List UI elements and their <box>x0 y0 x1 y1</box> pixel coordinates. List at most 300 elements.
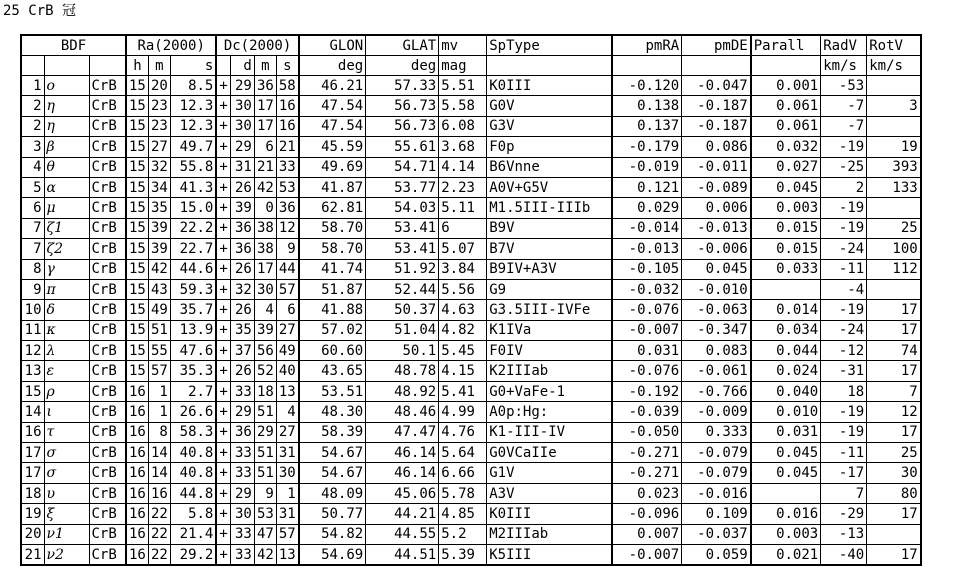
cell-num: 9 <box>21 279 44 299</box>
cell-rotv: 3 <box>867 96 921 116</box>
cell-radv: -29 <box>821 504 867 524</box>
cell-parall: 0.040 <box>751 381 821 401</box>
cell-dc-sign: + <box>216 198 230 218</box>
cell-parall: 0.003 <box>751 198 821 218</box>
cell-ra-m: 35 <box>148 198 170 218</box>
cell-parall: 0.016 <box>751 504 821 524</box>
cell-num: 14 <box>21 402 44 422</box>
cell-pmra: -0.076 <box>612 300 682 320</box>
cell-ra-h: 15 <box>126 198 148 218</box>
cell-glat: 53.41 <box>366 239 439 259</box>
cell-const: CrB <box>89 463 126 483</box>
cell-dc-d: 33 <box>230 443 254 463</box>
cell-ra-m: 20 <box>148 76 170 96</box>
cell-dc-s: 9 <box>276 239 298 259</box>
cell-parall: 0.045 <box>751 443 821 463</box>
cell-glon: 41.74 <box>299 259 366 279</box>
cell-dc-d: 33 <box>230 524 254 544</box>
units-blank <box>89 56 126 76</box>
cell-glon: 62.81 <box>299 198 366 218</box>
cell-ra-h: 16 <box>126 422 148 442</box>
cell-parall: 0.061 <box>751 96 821 116</box>
cell-ra-m: 14 <box>148 463 170 483</box>
cell-parall <box>751 483 821 503</box>
cell-pmde: -0.013 <box>682 218 751 238</box>
cell-mv: 5.64 <box>439 443 487 463</box>
unit-ds: s <box>276 56 298 76</box>
cell-pmde: -0.766 <box>682 381 751 401</box>
cell-dc-s: 27 <box>276 320 298 340</box>
cell-radv: -19 <box>821 137 867 157</box>
cell-num: 10 <box>21 300 44 320</box>
cell-glat: 54.03 <box>366 198 439 218</box>
header-pmra: pmRA <box>612 35 682 56</box>
cell-glat: 44.55 <box>366 524 439 544</box>
table-row <box>21 544 921 565</box>
cell-pmra: 0.007 <box>612 524 682 544</box>
cell-glon: 48.09 <box>299 483 366 503</box>
cell-ra-h: 16 <box>126 463 148 483</box>
cell-radv: -13 <box>821 524 867 544</box>
cell-dc-s: 1 <box>276 483 298 503</box>
cell-ra-h: 16 <box>126 483 148 503</box>
cell-parall: 0.032 <box>751 137 821 157</box>
cell-pmde: -0.010 <box>682 279 751 299</box>
units-row <box>21 56 921 76</box>
cell-parall: 0.033 <box>751 259 821 279</box>
cell-rotv: 17 <box>867 361 921 381</box>
cell-sptype: K2IIIab <box>487 361 612 381</box>
cell-greek: α <box>44 177 89 197</box>
cell-parall: 0.045 <box>751 177 821 197</box>
cell-dc-sign: + <box>216 96 230 116</box>
cell-ra-s: 21.4 <box>170 524 216 544</box>
cell-const: CrB <box>89 504 126 524</box>
cell-pmde: -0.187 <box>682 116 751 136</box>
cell-parall: 0.027 <box>751 157 821 177</box>
page-title: 25 CrB 冠 <box>3 3 77 19</box>
cell-dc-d: 30 <box>230 116 254 136</box>
cell-ra-m: 39 <box>148 218 170 238</box>
cell-num: 2 <box>21 96 44 116</box>
cell-dc-d: 35 <box>230 320 254 340</box>
cell-const: CrB <box>89 381 126 401</box>
cell-dc-m: 52 <box>254 361 276 381</box>
cell-dc-sign: + <box>216 524 230 544</box>
cell-glon: 45.59 <box>299 137 366 157</box>
cell-ra-m: 57 <box>148 361 170 381</box>
cell-glon: 48.30 <box>299 402 366 422</box>
cell-dc-m: 17 <box>254 116 276 136</box>
cell-sptype: K0III <box>487 504 612 524</box>
cell-ra-s: 12.3 <box>170 116 216 136</box>
cell-pmde: -0.063 <box>682 300 751 320</box>
cell-glat: 51.92 <box>366 259 439 279</box>
cell-pmra: -0.019 <box>612 157 682 177</box>
cell-dc-m: 42 <box>254 544 276 565</box>
cell-dc-s: 57 <box>276 524 298 544</box>
cell-dc-m: 17 <box>254 259 276 279</box>
cell-dc-d: 36 <box>230 239 254 259</box>
cell-radv: -7 <box>821 116 867 136</box>
cell-rotv: 100 <box>867 239 921 259</box>
cell-ra-s: 8.5 <box>170 76 216 96</box>
units-blank <box>612 56 682 76</box>
cell-glat: 53.41 <box>366 218 439 238</box>
cell-dc-s: 49 <box>276 341 298 361</box>
cell-mv: 5.45 <box>439 341 487 361</box>
cell-parall: 0.034 <box>751 320 821 340</box>
cell-dc-s: 13 <box>276 544 298 565</box>
cell-greek: ξ <box>44 504 89 524</box>
table-row <box>21 320 921 340</box>
cell-parall: 0.045 <box>751 463 821 483</box>
cell-parall: 0.021 <box>751 544 821 565</box>
cell-mv: 5.07 <box>439 239 487 259</box>
cell-num: 16 <box>21 422 44 442</box>
cell-num: 19 <box>21 504 44 524</box>
table-row <box>21 361 921 381</box>
cell-const: CrB <box>89 198 126 218</box>
cell-ra-m: 55 <box>148 341 170 361</box>
cell-radv: -19 <box>821 402 867 422</box>
header-bdf: BDF <box>21 35 126 56</box>
cell-radv: -19 <box>821 198 867 218</box>
cell-glon: 47.54 <box>299 96 366 116</box>
cell-mv: 6.66 <box>439 463 487 483</box>
cell-ra-s: 40.8 <box>170 443 216 463</box>
cell-sptype: A0V+G5V <box>487 177 612 197</box>
cell-glon: 41.87 <box>299 177 366 197</box>
cell-dc-m: 4 <box>254 300 276 320</box>
cell-num: 3 <box>21 137 44 157</box>
cell-const: CrB <box>89 259 126 279</box>
cell-const: CrB <box>89 279 126 299</box>
cell-dc-m: 39 <box>254 320 276 340</box>
cell-greek: σ <box>44 463 89 483</box>
cell-greek: ε <box>44 361 89 381</box>
cell-dc-sign: + <box>216 463 230 483</box>
cell-mv: 6 <box>439 218 487 238</box>
cell-radv: -53 <box>821 76 867 96</box>
cell-dc-s: 36 <box>276 198 298 218</box>
unit-glon: deg <box>299 56 366 76</box>
cell-dc-s: 12 <box>276 218 298 238</box>
cell-dc-sign: + <box>216 402 230 422</box>
cell-glon: 54.67 <box>299 443 366 463</box>
cell-dc-sign: + <box>216 443 230 463</box>
cell-dc-d: 26 <box>230 361 254 381</box>
unit-dm: m <box>254 56 276 76</box>
cell-const: CrB <box>89 218 126 238</box>
cell-sptype: B7V <box>487 239 612 259</box>
cell-ra-h: 15 <box>126 239 148 259</box>
cell-pmra: -0.271 <box>612 463 682 483</box>
cell-ra-h: 15 <box>126 279 148 299</box>
cell-pmra: -0.179 <box>612 137 682 157</box>
cell-sptype: A3V <box>487 483 612 503</box>
cell-mv: 3.68 <box>439 137 487 157</box>
cell-radv: -7 <box>821 96 867 116</box>
cell-num: 11 <box>21 320 44 340</box>
header-rotv: RotV <box>867 35 921 56</box>
cell-glat: 48.46 <box>366 402 439 422</box>
cell-rotv: 19 <box>867 137 921 157</box>
cell-dc-sign: + <box>216 239 230 259</box>
cell-dc-d: 33 <box>230 544 254 565</box>
cell-glon: 58.39 <box>299 422 366 442</box>
cell-dc-s: 6 <box>276 300 298 320</box>
cell-greek: δ <box>44 300 89 320</box>
cell-pmra: -0.076 <box>612 361 682 381</box>
unit-d: d <box>230 56 254 76</box>
cell-ra-s: 5.8 <box>170 504 216 524</box>
cell-sptype: K1-III-IV <box>487 422 612 442</box>
cell-pmde: 0.333 <box>682 422 751 442</box>
cell-pmde: -0.187 <box>682 96 751 116</box>
cell-ra-h: 16 <box>126 504 148 524</box>
cell-mv: 4.82 <box>439 320 487 340</box>
cell-ra-m: 22 <box>148 504 170 524</box>
cell-greek: π <box>44 279 89 299</box>
cell-dc-s: 57 <box>276 279 298 299</box>
cell-parall: 0.031 <box>751 422 821 442</box>
cell-rotv <box>867 76 921 96</box>
cell-parall: 0.015 <box>751 239 821 259</box>
cell-pmra: -0.271 <box>612 443 682 463</box>
header-dc: Dc(2000) <box>216 35 298 56</box>
cell-radv: -31 <box>821 361 867 381</box>
cell-greek: ν2 <box>44 544 89 565</box>
cell-rotv: 25 <box>867 443 921 463</box>
cell-radv: -19 <box>821 422 867 442</box>
cell-ra-m: 22 <box>148 524 170 544</box>
cell-dc-m: 42 <box>254 177 276 197</box>
cell-parall: 0.015 <box>751 218 821 238</box>
unit-radv: km/s <box>821 56 867 76</box>
cell-mv: 5.11 <box>439 198 487 218</box>
cell-num: 17 <box>21 463 44 483</box>
cell-mv: 6.08 <box>439 116 487 136</box>
cell-dc-s: 30 <box>276 463 298 483</box>
cell-dc-m: 51 <box>254 402 276 422</box>
cell-glat: 54.71 <box>366 157 439 177</box>
cell-ra-s: 26.6 <box>170 402 216 422</box>
cell-sptype: G3.5III-IVFe <box>487 300 612 320</box>
cell-rotv: 74 <box>867 341 921 361</box>
cell-parall: 0.010 <box>751 402 821 422</box>
cell-glon: 51.87 <box>299 279 366 299</box>
cell-dc-sign: + <box>216 259 230 279</box>
cell-ra-s: 29.2 <box>170 544 216 565</box>
cell-pmra: -0.013 <box>612 239 682 259</box>
cell-rotv <box>867 116 921 136</box>
cell-dc-m: 17 <box>254 96 276 116</box>
units-blank <box>216 56 230 76</box>
cell-ra-s: 49.7 <box>170 137 216 157</box>
cell-const: CrB <box>89 402 126 422</box>
cell-glat: 48.92 <box>366 381 439 401</box>
cell-glon: 54.69 <box>299 544 366 565</box>
cell-radv: -17 <box>821 463 867 483</box>
cell-dc-d: 32 <box>230 279 254 299</box>
table-row <box>21 239 921 259</box>
cell-ra-h: 15 <box>126 157 148 177</box>
unit-h: h <box>126 56 148 76</box>
cell-glat: 50.37 <box>366 300 439 320</box>
cell-dc-d: 39 <box>230 198 254 218</box>
header-mv: mv <box>439 35 487 56</box>
cell-dc-d: 26 <box>230 259 254 279</box>
cell-dc-d: 29 <box>230 76 254 96</box>
cell-mv: 5.41 <box>439 381 487 401</box>
cell-rotv: 30 <box>867 463 921 483</box>
cell-radv: 7 <box>821 483 867 503</box>
cell-greek: θ <box>44 157 89 177</box>
cell-dc-sign: + <box>216 544 230 565</box>
cell-num: 20 <box>21 524 44 544</box>
cell-ra-h: 16 <box>126 443 148 463</box>
cell-ra-h: 15 <box>126 361 148 381</box>
table-row <box>21 218 921 238</box>
cell-dc-s: 21 <box>276 137 298 157</box>
cell-pmra: -0.007 <box>612 544 682 565</box>
cell-pmde: 0.109 <box>682 504 751 524</box>
cell-glat: 46.14 <box>366 463 439 483</box>
cell-glon: 58.70 <box>299 218 366 238</box>
cell-dc-s: 13 <box>276 381 298 401</box>
cell-num: 15 <box>21 381 44 401</box>
cell-dc-sign: + <box>216 422 230 442</box>
cell-ra-h: 15 <box>126 218 148 238</box>
cell-radv: 18 <box>821 381 867 401</box>
cell-greek: ο <box>44 76 89 96</box>
cell-dc-s: 58 <box>276 76 298 96</box>
table-row <box>21 259 921 279</box>
header-row <box>21 35 921 56</box>
cell-ra-h: 16 <box>126 544 148 565</box>
cell-mv: 4.63 <box>439 300 487 320</box>
cell-dc-sign: + <box>216 341 230 361</box>
header-pmde: pmDE <box>682 35 751 56</box>
cell-const: CrB <box>89 524 126 544</box>
cell-const: CrB <box>89 239 126 259</box>
cell-sptype: B9IV+A3V <box>487 259 612 279</box>
cell-glat: 51.04 <box>366 320 439 340</box>
cell-dc-sign: + <box>216 483 230 503</box>
header-ra: Ra(2000) <box>126 35 216 56</box>
cell-radv: -25 <box>821 157 867 177</box>
cell-dc-sign: + <box>216 177 230 197</box>
table-row <box>21 381 921 401</box>
cell-ra-h: 15 <box>126 259 148 279</box>
cell-greek: ν1 <box>44 524 89 544</box>
cell-dc-d: 37 <box>230 341 254 361</box>
cell-glon: 58.70 <box>299 239 366 259</box>
cell-sptype: K0III <box>487 76 612 96</box>
cell-pmra: 0.029 <box>612 198 682 218</box>
unit-glat: deg <box>366 56 439 76</box>
cell-ra-s: 47.6 <box>170 341 216 361</box>
header-sptype: SpType <box>487 35 612 56</box>
table-row <box>21 157 921 177</box>
cell-ra-m: 14 <box>148 443 170 463</box>
cell-rotv: 112 <box>867 259 921 279</box>
cell-const: CrB <box>89 76 126 96</box>
table-row <box>21 96 921 116</box>
cell-pmra: -0.192 <box>612 381 682 401</box>
cell-greek: κ <box>44 320 89 340</box>
cell-pmde: 0.083 <box>682 341 751 361</box>
cell-ra-s: 41.3 <box>170 177 216 197</box>
cell-dc-d: 33 <box>230 463 254 483</box>
cell-radv: -4 <box>821 279 867 299</box>
cell-dc-s: 31 <box>276 443 298 463</box>
cell-glat: 55.61 <box>366 137 439 157</box>
cell-greek: η <box>44 96 89 116</box>
cell-pmde: 0.006 <box>682 198 751 218</box>
cell-dc-sign: + <box>216 504 230 524</box>
cell-ra-h: 15 <box>126 341 148 361</box>
units-blank <box>682 56 751 76</box>
cell-dc-m: 51 <box>254 463 276 483</box>
cell-dc-m: 18 <box>254 381 276 401</box>
cell-dc-s: 27 <box>276 422 298 442</box>
cell-pmra: 0.137 <box>612 116 682 136</box>
cell-glon: 41.88 <box>299 300 366 320</box>
cell-rotv: 17 <box>867 320 921 340</box>
cell-mv: 2.23 <box>439 177 487 197</box>
header-parall: Parall <box>751 35 821 56</box>
cell-ra-m: 1 <box>148 402 170 422</box>
cell-num: 5 <box>21 177 44 197</box>
cell-pmra: -0.014 <box>612 218 682 238</box>
table-row <box>21 524 921 544</box>
cell-dc-sign: + <box>216 300 230 320</box>
cell-mv: 4.85 <box>439 504 487 524</box>
header-radv: RadV <box>821 35 867 56</box>
cell-rotv: 7 <box>867 381 921 401</box>
cell-glat: 46.14 <box>366 443 439 463</box>
cell-rotv: 25 <box>867 218 921 238</box>
cell-num: 21 <box>21 544 44 565</box>
cell-ra-m: 1 <box>148 381 170 401</box>
cell-ra-s: 12.3 <box>170 96 216 116</box>
cell-ra-s: 2.7 <box>170 381 216 401</box>
cell-mv: 4.15 <box>439 361 487 381</box>
cell-parall: 0.014 <box>751 300 821 320</box>
cell-rotv: 17 <box>867 300 921 320</box>
cell-glat: 52.44 <box>366 279 439 299</box>
cell-dc-sign: + <box>216 279 230 299</box>
cell-mv: 5.56 <box>439 279 487 299</box>
cell-pmra: -0.050 <box>612 422 682 442</box>
cell-ra-s: 44.8 <box>170 483 216 503</box>
cell-ra-s: 59.3 <box>170 279 216 299</box>
cell-dc-sign: + <box>216 76 230 96</box>
cell-greek: ι <box>44 402 89 422</box>
cell-num: 4 <box>21 157 44 177</box>
cell-ra-s: 22.2 <box>170 218 216 238</box>
unit-m: m <box>148 56 170 76</box>
cell-ra-h: 16 <box>126 402 148 422</box>
cell-dc-s: 4 <box>276 402 298 422</box>
cell-ra-m: 27 <box>148 137 170 157</box>
cell-glat: 56.73 <box>366 116 439 136</box>
cell-const: CrB <box>89 341 126 361</box>
cell-dc-sign: + <box>216 157 230 177</box>
cell-greek: γ <box>44 259 89 279</box>
